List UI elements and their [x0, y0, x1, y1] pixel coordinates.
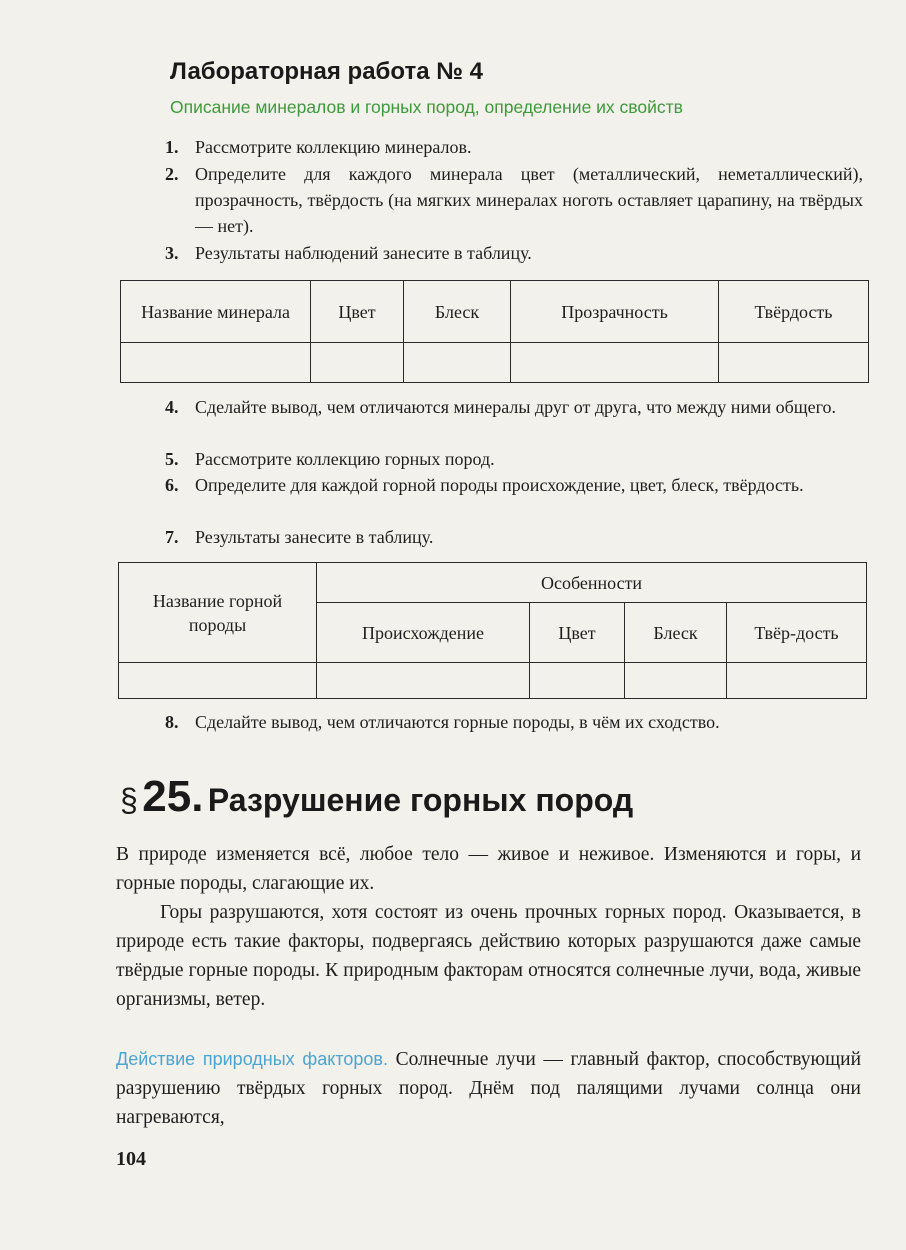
- lab-subtitle: Описание минералов и горных пород, определение их свойств: [170, 97, 683, 117]
- step-number: 8.: [165, 712, 179, 732]
- step-text: Сделайте вывод, чем отличаются минералы друг от друга, что между ними общего.: [195, 397, 837, 417]
- column-header: Цвет: [311, 281, 404, 343]
- paragraph-3: [116, 1045, 861, 1132]
- section-number: 25.: [142, 772, 204, 821]
- column-header: Название горной породы: [119, 563, 317, 663]
- section-symbol: §: [120, 782, 138, 818]
- table-cell[interactable]: [119, 663, 317, 699]
- column-header: Блеск: [404, 281, 511, 343]
- group-header: Особенности: [317, 563, 867, 603]
- step-number: 7.: [165, 527, 179, 547]
- step-number: 3.: [165, 243, 179, 263]
- minerals-table: [120, 280, 869, 383]
- paragraph-3-text: Солнечные лучи — главный фактор, способствующий разрушению твёрдых горных пород. Днём под палящими лучами солнца они нагреваются,: [116, 1049, 862, 1128]
- column-header: Твёр-дость: [727, 603, 867, 663]
- step-7: [165, 524, 863, 550]
- column-header: Прозрачность: [511, 281, 719, 343]
- column-header: Название минерала: [121, 281, 311, 343]
- table-header-row: [121, 281, 869, 343]
- table-row: [119, 663, 867, 699]
- step-text: Сделайте вывод, чем отличаются горные породы, в чём их сходство.: [195, 712, 720, 732]
- rocks-table: [118, 562, 867, 699]
- table-cell[interactable]: [311, 343, 404, 383]
- step-number: 1.: [165, 137, 179, 157]
- paragraph-2: Горы разрушаются, хотя состоят из очень прочных горных пород. Оказывается, в природе есть такие факторы, подвергаясь действию которых разрушаются даже самые твёрдые горные породы. К природным факторам относятся солнечные лучи, вода, живые организмы, ветер.: [116, 902, 861, 1010]
- step-text: Рассмотрите коллекцию минералов.: [195, 137, 472, 157]
- paragraph-1: В природе изменяется всё, любое тело — живое и неживое. Изменяются и горы, и горные породы, слагающие их.: [116, 844, 861, 894]
- table-cell[interactable]: [530, 663, 625, 699]
- section-title: Разрушение горных пород: [207, 782, 634, 818]
- table-header-row: [119, 563, 867, 603]
- step-text: Рассмотрите коллекцию горных пород.: [195, 449, 495, 469]
- table-cell[interactable]: [511, 343, 719, 383]
- lab-title: Лабораторная работа № 4: [170, 58, 483, 85]
- page-number: 104: [116, 1148, 146, 1170]
- step-3: [165, 240, 863, 266]
- section-heading: [120, 772, 633, 822]
- step-6: [165, 472, 863, 498]
- table-cell[interactable]: [404, 343, 511, 383]
- table-cell[interactable]: [625, 663, 727, 699]
- step-text: Определите для каждого минерала цвет (металлический, неметаллический), прозрачность, твёрдость (на мягких минералах ноготь оставляет царапину, на твёрдых — нет).: [195, 164, 863, 236]
- table-cell[interactable]: [121, 343, 311, 383]
- table-cell[interactable]: [317, 663, 530, 699]
- step-1: [165, 134, 863, 160]
- step-number: 4.: [165, 397, 179, 417]
- column-header: Происхождение: [317, 603, 530, 663]
- step-number: 2.: [165, 164, 179, 184]
- step-text: Определите для каждой горной породы происхождение, цвет, блеск, твёрдость.: [195, 475, 804, 495]
- step-text: Результаты наблюдений занесите в таблицу.: [195, 243, 532, 263]
- table-row: [121, 343, 869, 383]
- step-4: [165, 394, 863, 420]
- column-header: Блеск: [625, 603, 727, 663]
- step-number: 6.: [165, 475, 179, 495]
- column-header: Твёрдость: [719, 281, 869, 343]
- step-8: [165, 709, 863, 735]
- step-text: Результаты занесите в таблицу.: [195, 527, 434, 547]
- table-cell[interactable]: [727, 663, 867, 699]
- step-2: [165, 161, 863, 239]
- term-heading: Действие природных факторов.: [116, 1049, 388, 1069]
- column-header: Цвет: [530, 603, 625, 663]
- step-number: 5.: [165, 449, 179, 469]
- step-5: [165, 446, 863, 472]
- table-cell[interactable]: [719, 343, 869, 383]
